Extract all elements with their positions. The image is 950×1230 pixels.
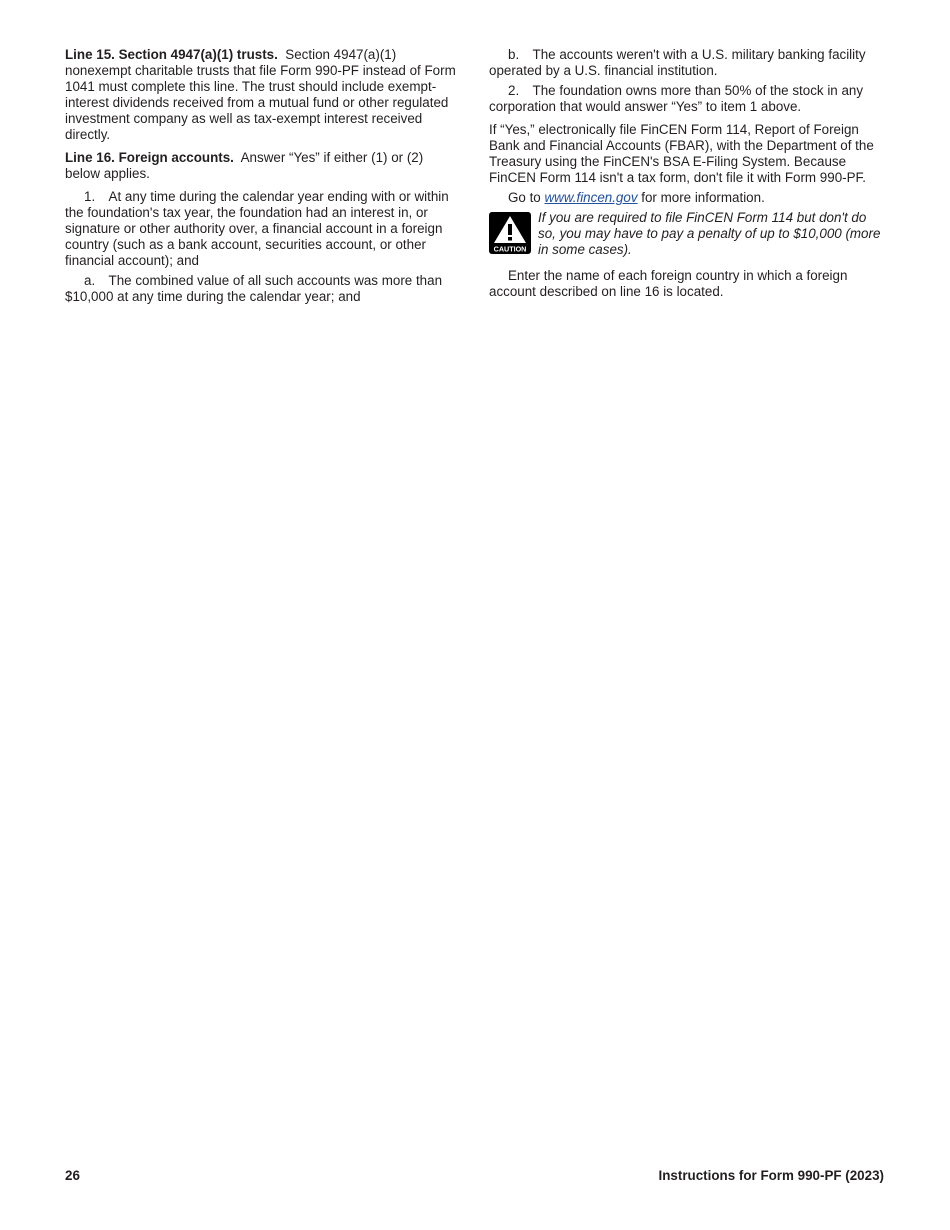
form-title-footer: Instructions for Form 990-PF (2023) bbox=[658, 1168, 884, 1183]
line15-body: Section 4947(a)(1) nonexempt charitable trusts that file Form 990-PF instead of Form 1041 must complete this line. The trust should include exempt-interest dividends received from a mutual fund or other regulated investment company as well as tax-exempt interest received directly. bbox=[65, 47, 456, 142]
item-1a: a. The combined value of all such accounts was more than $10,000 at any time during the calendar year; and bbox=[65, 273, 443, 304]
item-1b: b. The accounts weren't with a U.S. military banking facility operated by a U.S. financial institution. bbox=[489, 47, 866, 78]
goto-prefix: Go to bbox=[508, 190, 545, 205]
goto-paragraph bbox=[489, 190, 884, 206]
line15-paragraph bbox=[65, 47, 458, 143]
enter-country-paragraph: Enter the name of each foreign country in which a foreign account described on line 16 is located. bbox=[489, 268, 848, 299]
caution-block bbox=[489, 210, 884, 258]
caution-icon bbox=[489, 212, 531, 254]
line16-heading: Line 16. Foreign accounts. bbox=[65, 150, 234, 165]
item-1: 1. At any time during the calendar year ending with or within the foundation's tax year, the foundation had an interest in, or signature or other authority over, a financial account in a foreign country (such as a bank account, securities account, or other financial account); and bbox=[65, 189, 449, 268]
left-column bbox=[65, 47, 458, 312]
fbar-paragraph: If “Yes,” electronically file FinCEN Form 114, Report of Foreign Bank and Financial Accounts (FBAR), with the Department of the Treasury using the FinCEN's BSA E-Filing System. Because FinCEN Form 114 isn't a tax form, don't file it with Form 990-PF. bbox=[489, 122, 874, 185]
right-column bbox=[489, 47, 884, 307]
caution-label: CAUTION bbox=[493, 244, 527, 254]
page-number: 26 bbox=[65, 1168, 80, 1183]
line16-body: Answer “Yes” if either (1) or (2) below applies. bbox=[65, 150, 424, 181]
caution-text: If you are required to file FinCEN Form 114 but don't do so, you may have to pay a penalty of up to $10,000 (more in some cases). bbox=[538, 210, 881, 257]
line16-paragraph bbox=[65, 150, 458, 182]
fincen-link[interactable]: www.fincen.gov bbox=[544, 190, 638, 205]
goto-suffix: for more information. bbox=[637, 190, 765, 205]
item-2: 2. The foundation owns more than 50% of the stock in any corporation that would answer “Yes” to item 1 above. bbox=[489, 83, 864, 114]
line15-heading: Line 15. Section 4947(a)(1) trusts. bbox=[65, 47, 278, 62]
